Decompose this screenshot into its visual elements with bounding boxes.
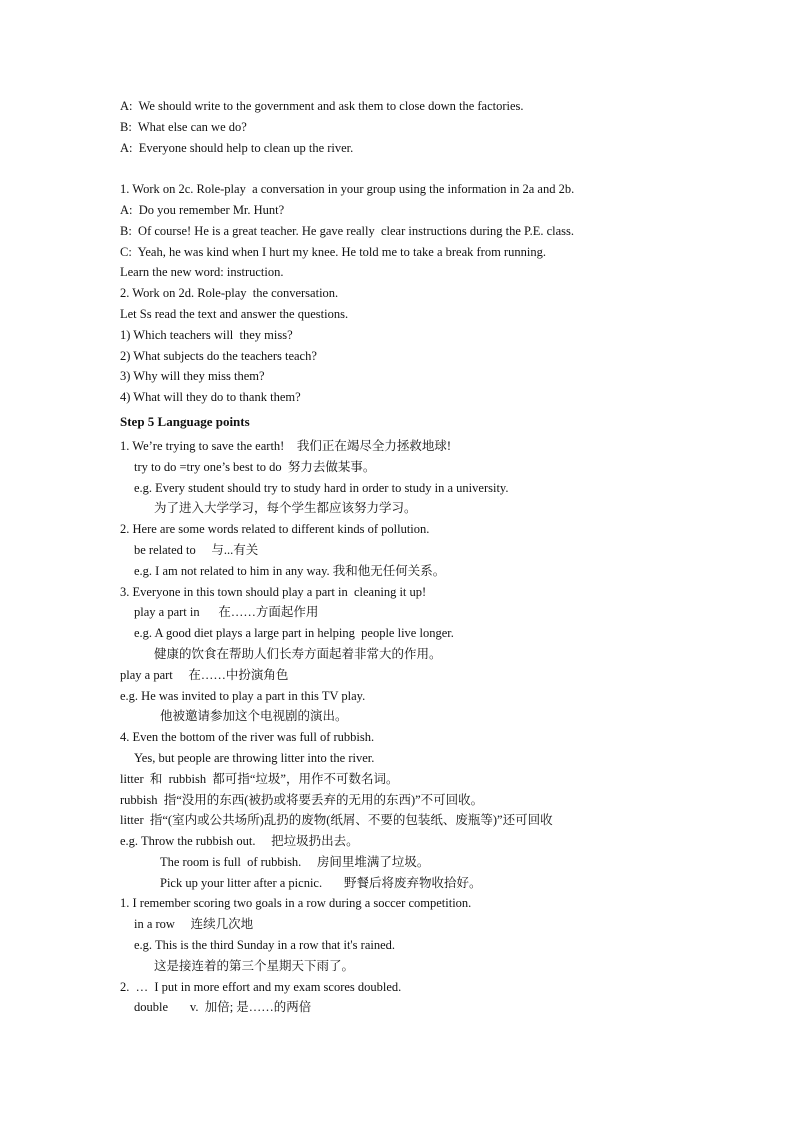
text-line: 1. Work on 2c. Role-play a conversation in your group using the information in 2a and 2b. (120, 182, 575, 197)
text-line: Let Ss read the text and answer the questions. (120, 306, 349, 321)
text-line: double v. 加倍; 是……的两倍 (134, 1000, 312, 1015)
text-line: 4) What will they do to thank them? (120, 390, 301, 405)
text-line: play a part 在……中扮演角色 (120, 667, 289, 682)
text-line: 2. Work on 2d. Role-play the conversation. (120, 286, 339, 301)
text-line: 这是接连着的第三个星期天下雨了。 (154, 958, 355, 973)
text-line: e.g. A good diet plays a large part in helping people live longer. (134, 626, 454, 641)
text-line: 2. Here are some words related to different kinds of pollution. (120, 522, 430, 537)
document-body (120, 96, 760, 1018)
text-line: A: Do you remember Mr. Hunt? (120, 202, 285, 217)
text-line: 为了进入大学学习，每个学生都应该努力学习。 (154, 501, 417, 516)
text-line: e.g. I am not related to him in any way. 我和他无任何关系。 (134, 563, 446, 578)
text-line: rubbish 指“没用的东西(被扔或将要丢弃的无用的东西)”不可回收。 (120, 792, 484, 807)
text-line: The room is full of rubbish. 房间里堆满了垃圾。 (160, 854, 430, 869)
text-line: Learn the new word: instruction. (120, 265, 284, 280)
text-line: try to do =try one’s best to do 努力去做某事。 (134, 459, 376, 474)
text-line: Yes, but people are throwing litter into the river. (134, 750, 375, 765)
text-line: play a part in 在……方面起作用 (134, 605, 319, 620)
text-line: 3) Why will they miss them? (120, 369, 265, 384)
text-line: Pick up your litter after a picnic. 野餐后将废弃物收拾好。 (160, 875, 482, 890)
text-line: 1. We’re trying to save the earth! 我们正在竭尽全力拯救地球! (120, 438, 451, 453)
section-heading: Step 5 Language points (120, 413, 250, 429)
blank-line (120, 158, 760, 179)
text-line: B: Of course! He is a great teacher. He gave really clear instructions during the P.E. class. (120, 223, 575, 238)
text-line: e.g. Every student should try to study hard in order to study in a university. (134, 480, 509, 495)
text-line: B: What else can we do? (120, 119, 247, 134)
text-line: be related to 与...有关 (134, 542, 259, 557)
text-line: e.g. He was invited to play a part in this TV play. (120, 688, 366, 703)
text-line: 他被邀请参加这个电视剧的演出。 (160, 709, 348, 724)
text-line: litter 和 rubbish 都可指“垃圾”，用作不可数名词。 (120, 771, 399, 786)
text-line: 1. I remember scoring two goals in a row during a soccer competition. (120, 896, 472, 911)
text-line: e.g. Throw the rubbish out. 把垃圾扔出去。 (120, 834, 359, 849)
text-line: 3. Everyone in this town should play a part in cleaning it up! (120, 584, 427, 599)
text-line: 2) What subjects do the teachers teach? (120, 348, 317, 363)
text-line: 4. Even the bottom of the river was full of rubbish. (120, 730, 375, 745)
text-line: 2. … I put in more effort and my exam scores doubled. (120, 979, 402, 994)
text-line: in a row 连续几次地 (134, 917, 254, 932)
text-line: A: We should write to the government and ask them to close down the factories. (120, 99, 524, 113)
text-line: 1) Which teachers will they miss? (120, 327, 293, 342)
text-line: A: Everyone should help to clean up the river. (120, 140, 354, 155)
text-line: e.g. This is the third Sunday in a row that it's rained. (134, 938, 396, 953)
text-line: litter 指“(室内或公共场所)乱扔的废物(纸屑、不要的包装纸、废瓶等)”还可回收 (120, 813, 553, 828)
text-line: C: Yeah, he was kind when I hurt my knee. He told me to take a break from running. (120, 244, 546, 259)
text-line: 健康的饮食在帮助人们长寿方面起着非常大的作用。 (154, 646, 442, 661)
